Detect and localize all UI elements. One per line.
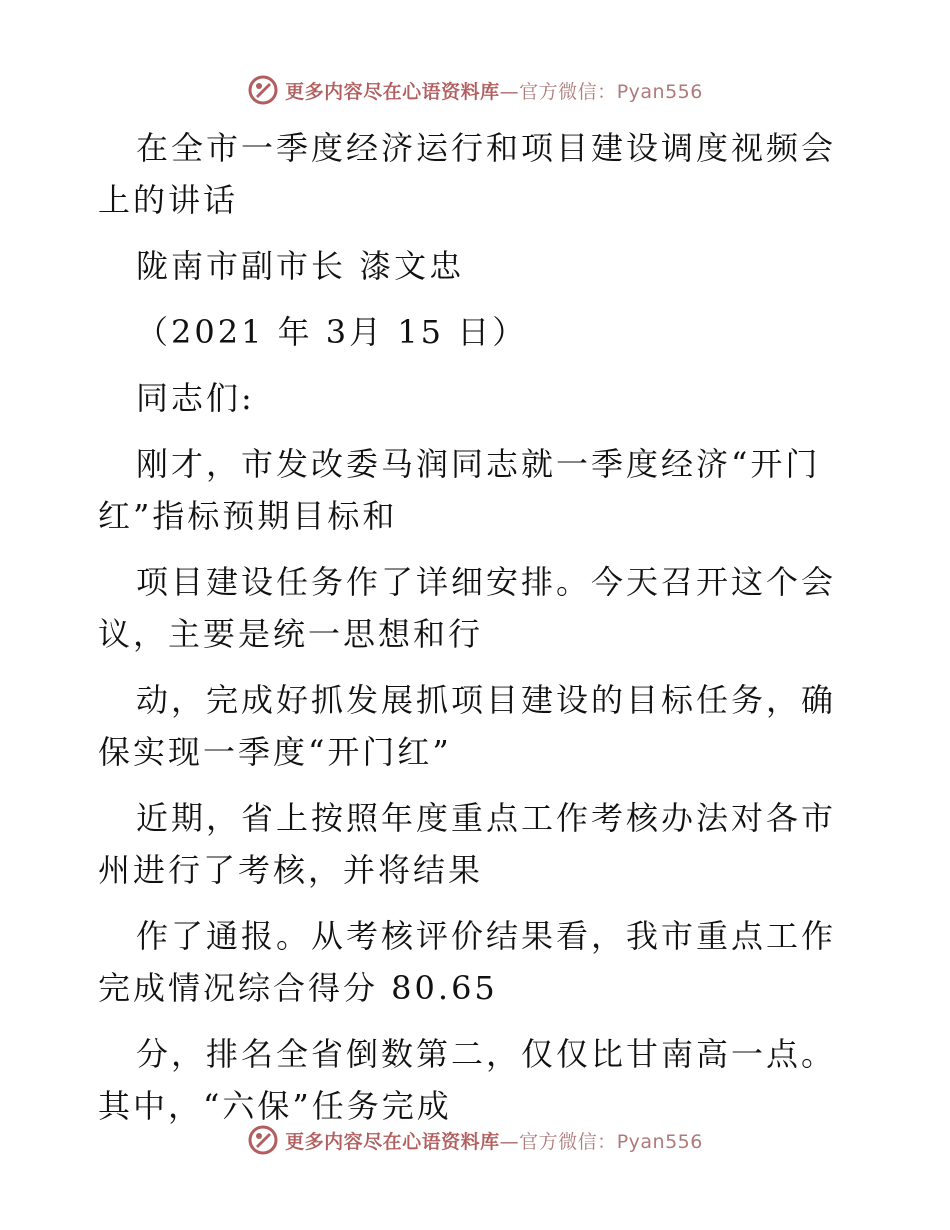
banner-title: 更多内容尽在心语资料库 <box>285 80 500 103</box>
document-salutation: 同志们: <box>136 379 255 417</box>
document-paragraph: 动，完成好抓发展抓项目建设的目标任务，确保实现一季度“开门红” <box>98 681 837 771</box>
banner-title: 更多内容尽在心语资料库 <box>285 1130 500 1153</box>
logo-icon <box>247 1124 279 1156</box>
banner-wechat-label: 官方微信： <box>519 1130 617 1153</box>
document-body <box>98 122 858 1146</box>
document-paragraph: 项目建设任务作了详细安排。今天召开这个会议，主要是统一思想和行 <box>98 563 837 653</box>
banner-text <box>285 77 703 104</box>
header-banner <box>0 70 950 110</box>
banner-wechat-label: 官方微信： <box>519 80 617 103</box>
logo-icon <box>247 74 279 106</box>
banner-wechat-id: Pyan556 <box>616 80 703 103</box>
banner-text <box>285 1127 703 1154</box>
banner-separator: — <box>499 1130 520 1153</box>
document-speaker: 陇南市副市长 漆文忠 <box>136 247 465 285</box>
document-title: 在全市一季度经济运行和项目建设调度视频会上的讲话 <box>98 129 837 219</box>
banner-wechat-id: Pyan556 <box>616 1130 703 1153</box>
document-paragraph: 分，排名全省倒数第二，仅仅比甘南高一点。其中，“六保”任务完成 <box>98 1035 837 1125</box>
document-date: （2021 年 3月 15 日） <box>136 313 528 351</box>
document-paragraph: 作了通报。从考核评价结果看，我市重点工作完成情况综合得分 80.65 <box>98 917 837 1007</box>
document-paragraph: 近期，省上按照年度重点工作考核办法对各市州进行了考核，并将结果 <box>98 799 837 889</box>
document-paragraph: 刚才，市发改委马润同志就一季度经济“开门红”指标预期目标和 <box>98 445 821 535</box>
banner-separator: — <box>499 80 520 103</box>
footer-banner <box>0 1120 950 1160</box>
